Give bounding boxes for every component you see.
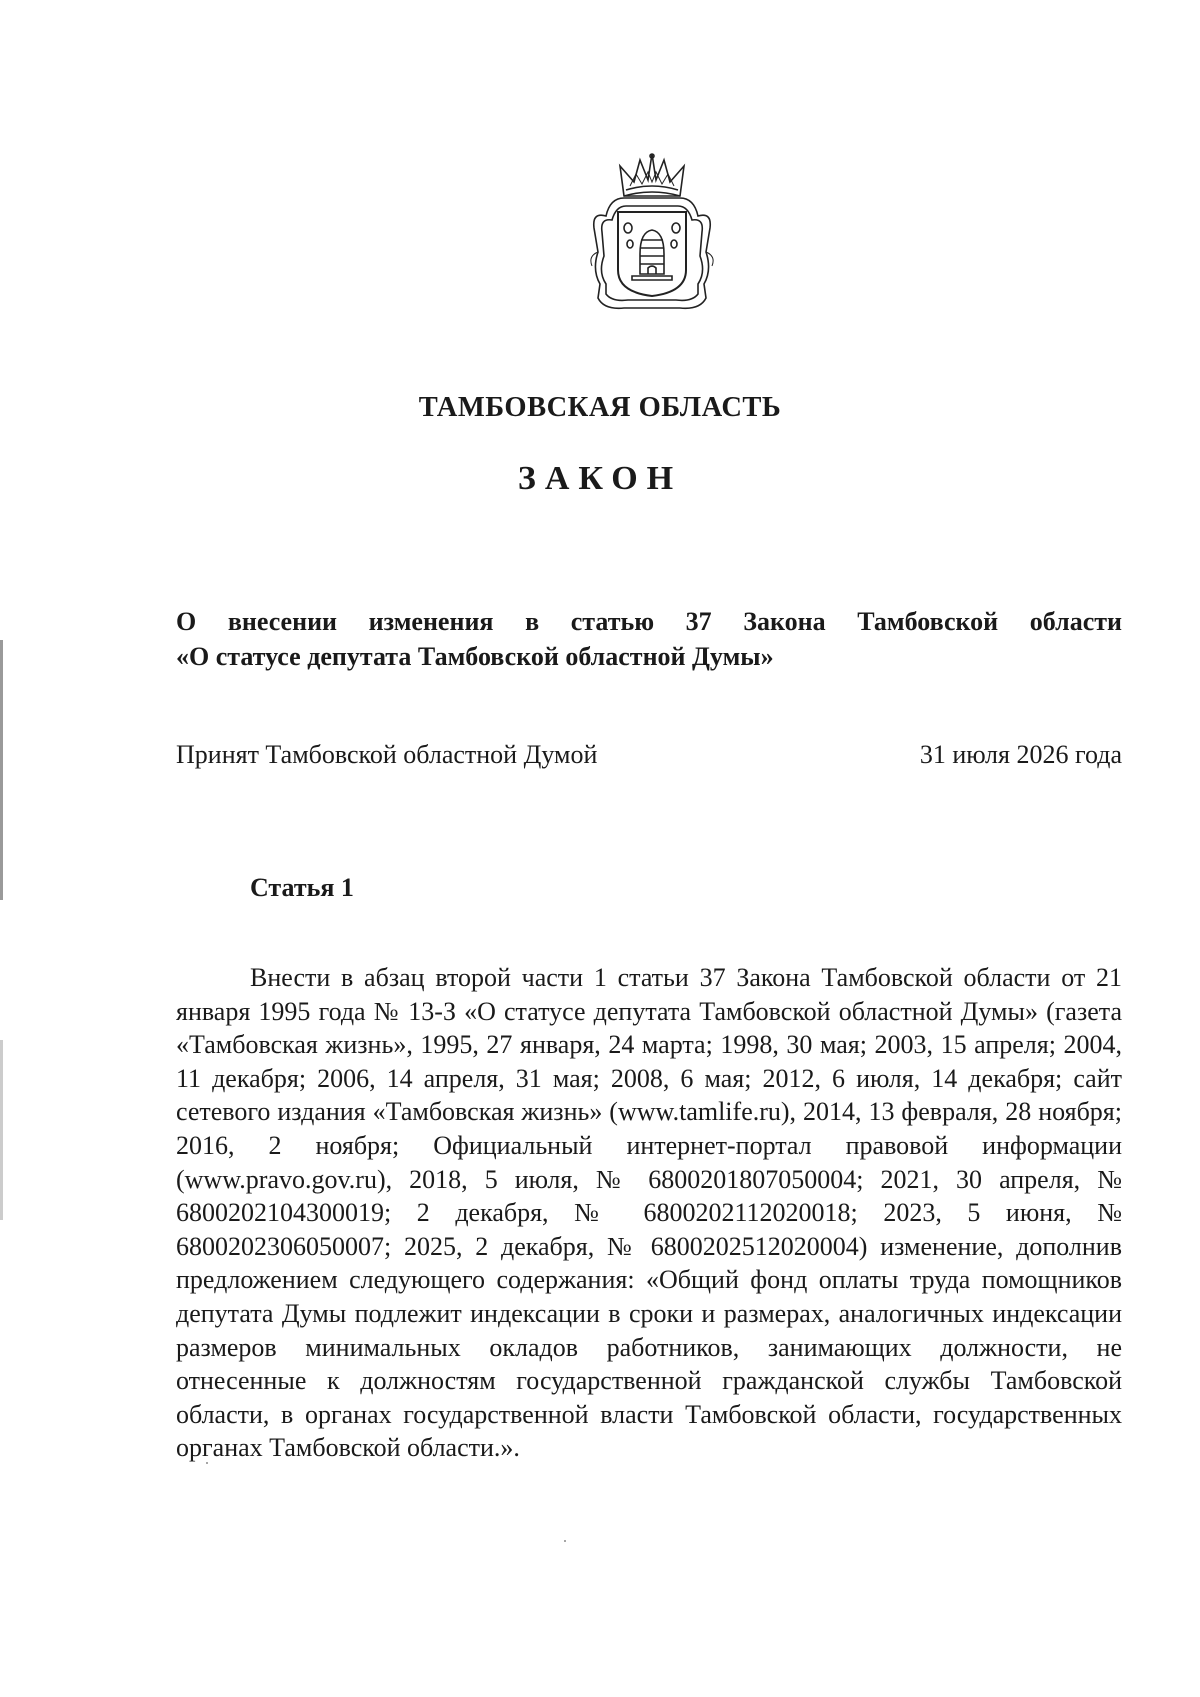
adopted-by: Принят Тамбовской областной Думой: [176, 740, 598, 769]
tambov-coat-of-arms-icon: [584, 152, 720, 318]
article-text: Внести в абзац второй части 1 статьи 37 Закона Тамбовской области от 21 января 1995 года № 13-З «О статусе депутата Тамбовской областной Думы» (газета «Тамбовская жизнь», 1995, 27 января, 24 марта; 1998, 30 мая; 2003, 15 апреля; 2004, 11 декабря; 2006, 14 апреля, 31 мая; 2008, 6 мая; 2012, 6 июля, 14 декабря; сайт сетевого издания «Тамбовская жизнь» (www.tamlife.ru), 2014, 13 февраля, 28 ноября; 2016, 2 ноября; Официальный интернет-портал правовой информации (www.pravo.gov.ru), 2018, 5 июля, № 6800201807050004; 2021, 30 апреля, № 6800202104300019; 2 декабря, № 6800202112020018; 2023, 5 июня, № 6800202306050007; 2025, 2 декабря, № 6800202512020004) изменение, дополнив предложением следующего содержания: «Общий фонд оплаты труда помощников депутата Думы подлежит индексации в сроки и размерах, аналогичных индексации размеров минимальных окладов работников, занимающих должности, не отнесенные к должностям государственной гражданской службы Тамбовской области, в органах государственной власти Тамбовской области, государственных органах Тамбовской области.».: [176, 963, 1122, 1463]
law-title: [176, 604, 1122, 674]
adoption-date: 31 июля 2026 года: [919, 740, 1122, 769]
scan-speck: [564, 1540, 566, 1542]
region-title: ТАМБОВСКАЯ ОБЛАСТЬ: [418, 392, 782, 423]
law-title-line-2: «О статусе депутата Тамбовской областной Думы»: [176, 642, 774, 671]
scan-edge-mark: [0, 1040, 3, 1220]
scan-edge-mark: [0, 640, 3, 900]
article-heading: Статья 1: [250, 873, 354, 902]
law-title-line-1: О внесении изменения в статью 37 Закона Тамбовской области: [176, 607, 1122, 636]
document-type-title: ЗАКОН: [517, 460, 683, 497]
